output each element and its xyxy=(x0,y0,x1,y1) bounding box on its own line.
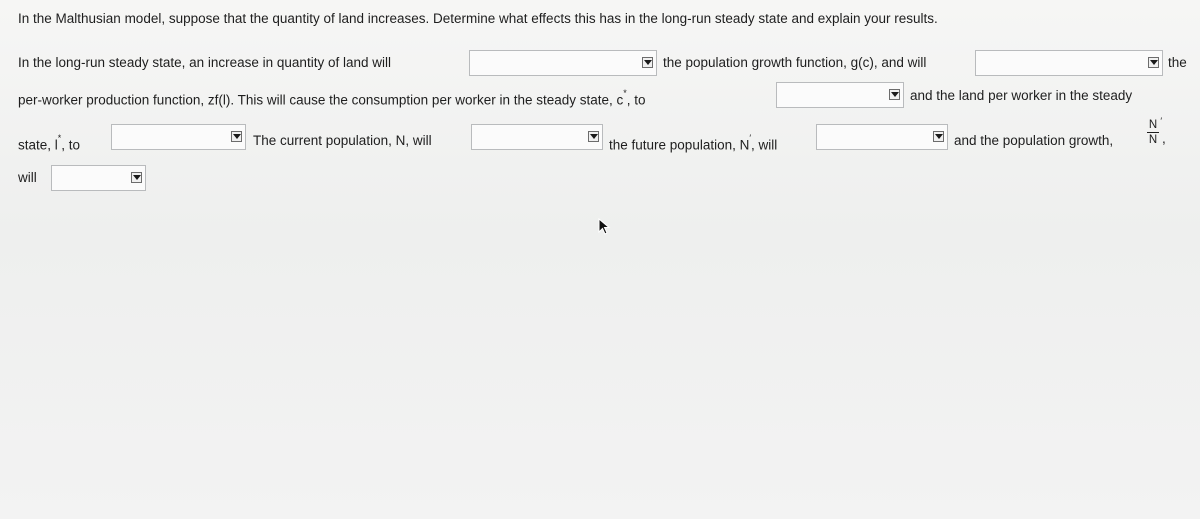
question-prompt: In the Malthusian model, suppose that the quantity of land increases. Determine what effects this has in the long-run steady state and explain your results. xyxy=(18,11,938,26)
prime-superscript: ′ xyxy=(749,133,752,143)
dropdown-current-population[interactable] xyxy=(471,124,603,150)
triangle-down-icon[interactable] xyxy=(131,172,142,183)
star-superscript: * xyxy=(57,133,62,143)
sentence-text-9: and the population growth, xyxy=(954,133,1114,148)
sentence-text-8a: the future population, N xyxy=(609,137,750,153)
sentence-text-6 xyxy=(18,133,80,154)
sentence-text-7: The current population, N, will xyxy=(253,133,432,148)
sentence-text-5: and the land per worker in the steady xyxy=(910,88,1133,103)
fraction-numerator xyxy=(1147,116,1162,131)
fraction-comma: , xyxy=(1162,131,1166,146)
dropdown-land-effect-growth[interactable] xyxy=(469,50,657,76)
mouse-pointer-icon xyxy=(598,218,612,236)
dropdown-land-per-worker[interactable] xyxy=(111,124,246,150)
population-growth-fraction xyxy=(1147,116,1162,146)
triangle-down-icon[interactable] xyxy=(1148,57,1159,68)
sentence-text-8b: , will xyxy=(751,137,778,153)
fraction-bar xyxy=(1147,132,1159,133)
triangle-down-icon[interactable] xyxy=(933,131,944,142)
numerator-text: N xyxy=(1148,119,1158,131)
dropdown-land-effect-production[interactable] xyxy=(975,50,1163,76)
sentence-text-6b: , to xyxy=(61,137,81,153)
numerator-prime: ′ xyxy=(1160,116,1162,126)
triangle-down-icon[interactable] xyxy=(642,57,653,68)
triangle-down-icon[interactable] xyxy=(889,89,900,100)
sentence-text-10: will xyxy=(18,170,37,185)
dropdown-future-population[interactable] xyxy=(816,124,948,150)
sentence-text-3: the xyxy=(1168,55,1187,70)
sentence-text-8 xyxy=(609,133,777,154)
sentence-text-2: the population growth function, g(c), and will xyxy=(663,55,927,70)
sentence-text-4 xyxy=(18,88,646,109)
dropdown-consumption-steady-state[interactable] xyxy=(776,82,904,108)
triangle-down-icon[interactable] xyxy=(231,131,242,142)
star-superscript: * xyxy=(623,88,627,98)
sentence-text-4a: per-worker production function, zf(l). This will cause the consumption per worker in the steady state, c xyxy=(18,92,624,108)
sentence-text-4b: , to xyxy=(626,92,646,108)
triangle-down-icon[interactable] xyxy=(588,131,599,142)
sentence-text-6a: state, l xyxy=(18,137,58,153)
dropdown-population-growth[interactable] xyxy=(51,165,146,191)
sentence-text-1: In the long-run steady state, an increase in quantity of land will xyxy=(18,55,391,70)
fraction-denominator: N xyxy=(1148,134,1158,146)
